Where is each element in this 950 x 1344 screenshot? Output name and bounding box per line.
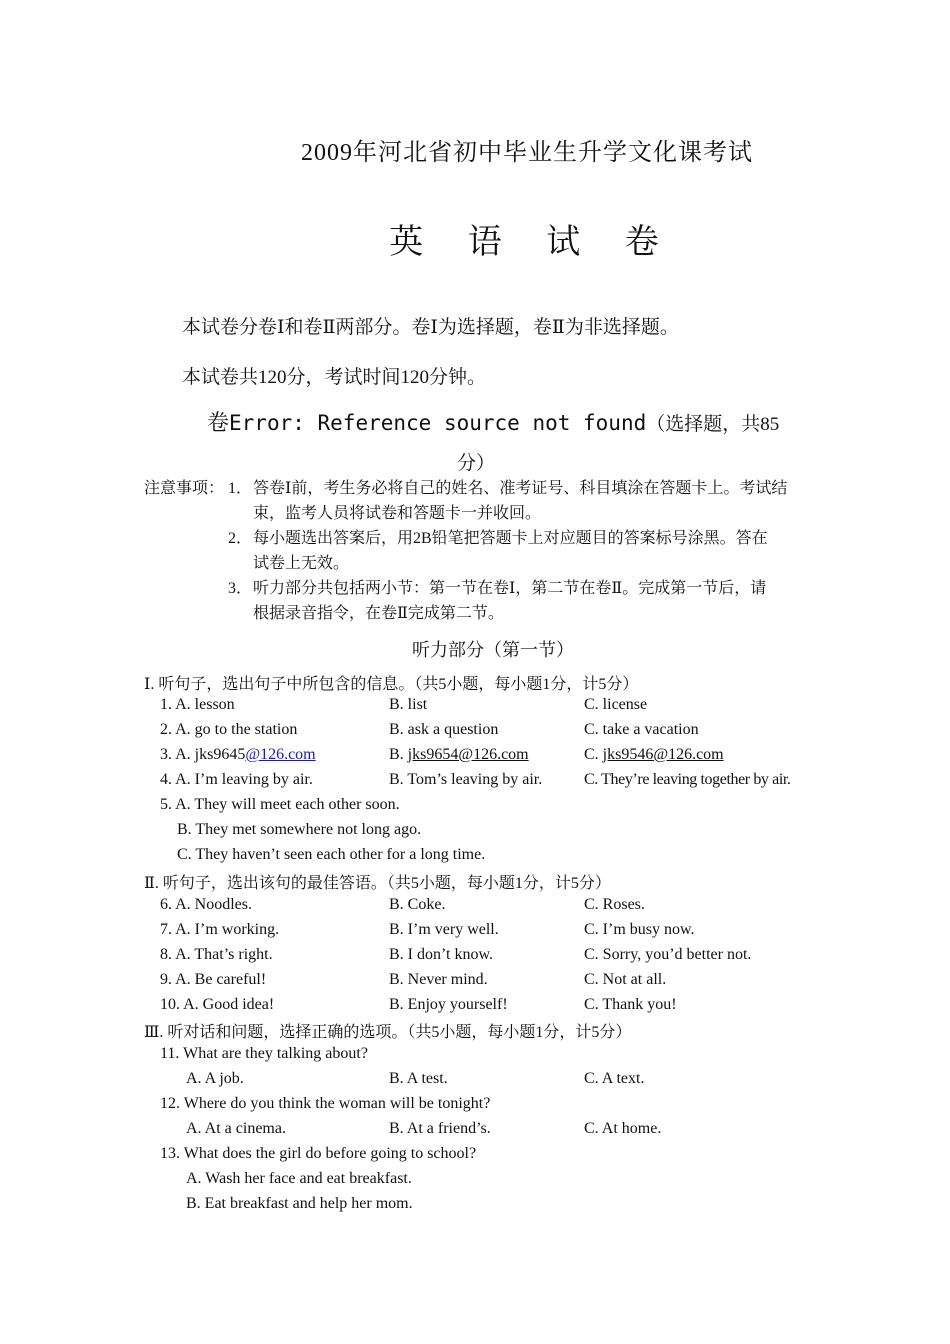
q2-option-a: 2. A. go to the station — [160, 721, 298, 738]
q10-option-c: C. Thank you! — [584, 996, 677, 1013]
q7-option-c: C. I’m busy now. — [584, 921, 695, 938]
notes-label: 注意事项： — [144, 480, 225, 497]
q9-option-b: B. Never mind. — [389, 971, 488, 988]
q8-option-c: C. Sorry, you’d better not. — [584, 946, 752, 963]
q3-b-text: B. — [389, 746, 408, 763]
part1-heading-cont: 分） — [457, 453, 496, 474]
q1-option-a: 1. A. lesson — [160, 696, 235, 713]
q4-option-b: B. Tom’s leaving by air. — [389, 771, 543, 788]
q13-option-a: A. Wash her face and eat breakfast. — [186, 1170, 412, 1187]
subject-title: 英 语 试 卷 — [389, 224, 677, 261]
note-1-line1: 答卷Ⅰ前，考生务必将自己的姓名、准考证号、科目填涂在答题卡上。考试结 — [253, 480, 788, 497]
q13-stem: 13. What does the girl do before going to school? — [160, 1145, 477, 1162]
q1-option-b: B. list — [389, 696, 428, 713]
q3-a-text: 3. A. jks9645 — [160, 746, 246, 763]
note-3-num: 3． — [228, 580, 253, 597]
intro-line-2: 本试卷共120分，考试时间120分钟。 — [182, 367, 487, 388]
note-3-line2: 根据录音指令，在卷Ⅱ完成第二节。 — [253, 605, 504, 622]
q10-option-b: B. Enjoy yourself! — [389, 996, 508, 1013]
note-2-num: 2． — [228, 530, 253, 547]
q3-option-c — [584, 746, 724, 764]
q11-option-c: C. A text. — [584, 1070, 645, 1087]
q9-option-a: 9. A. Be careful! — [160, 971, 267, 988]
note-2-line1: 每小题选出答案后，用2B铅笔把答题卡上对应题目的答案标号涂黑。答在 — [253, 530, 768, 547]
q5-option-a: 5. A. They will meet each other soon. — [160, 796, 400, 813]
q6-option-a: 6. A. Noodles. — [160, 896, 252, 913]
listening-title: 听力部分（第一节） — [412, 640, 574, 660]
q1-option-c: C. license — [584, 696, 648, 713]
q11-stem: 11. What are they talking about? — [160, 1045, 368, 1062]
q4-option-c: C. They’re leaving together by air. — [584, 771, 791, 788]
q9-option-c: C. Not at all. — [584, 971, 667, 988]
section-3-heading: Ⅲ. 听对话和问题，选择正确的选项。（共5小题，每小题1分，计5分） — [144, 1024, 632, 1041]
q3-b-link[interactable]: jks9654@126.com — [407, 746, 529, 763]
q12-option-a: A. At a cinema. — [186, 1120, 286, 1137]
q7-option-a: 7. A. I’m working. — [160, 921, 280, 938]
q2-option-c: C. take a vacation — [584, 721, 699, 738]
q11-option-b: B. A test. — [389, 1070, 448, 1087]
q7-option-b: B. I’m very well. — [389, 921, 499, 938]
q3-a-link[interactable]: @126.com — [245, 746, 316, 763]
note-3-line1: 听力部分共包括两小节：第一节在卷Ⅰ，第二节在卷Ⅱ。完成第一节后，请 — [253, 580, 767, 597]
q10-option-a: 10. A. Good idea! — [160, 996, 275, 1013]
q13-option-b: B. Eat breakfast and help her mom. — [186, 1195, 413, 1212]
q12-option-b: B. At a friend’s. — [389, 1120, 491, 1137]
q12-option-c: C. At home. — [584, 1120, 662, 1137]
note-2-line2: 试卷上无效。 — [253, 555, 350, 572]
q8-option-a: 8. A. That’s right. — [160, 946, 273, 963]
part1-suffix: （选择题，共85 — [646, 414, 780, 435]
section-1-heading: Ⅰ. 听句子，选出句子中所包含的信息。（共5小题，每小题1分，计5分） — [144, 676, 639, 693]
q6-option-b: B. Coke. — [389, 896, 446, 913]
q2-option-b: B. ask a question — [389, 721, 499, 738]
q12-stem: 12. Where do you think the woman will be tonight? — [160, 1095, 491, 1112]
note-1-line2: 束，监考人员将试卷和答题卡一并收回。 — [253, 505, 542, 522]
intro-line-1: 本试卷分卷Ⅰ和卷Ⅱ两部分。卷Ⅰ为选择题，卷Ⅱ为非选择题。 — [182, 317, 679, 338]
q3-option-a — [160, 746, 316, 764]
section-2-heading: Ⅱ. 听句子，选出该句的最佳答语。（共5小题，每小题1分，计5分） — [144, 875, 611, 892]
q6-option-c: C. Roses. — [584, 896, 645, 913]
q3-c-text: C. — [584, 746, 603, 763]
q5-option-b: B. They met somewhere not long ago. — [177, 821, 422, 838]
note-1-num: 1． — [228, 480, 253, 497]
exam-title: 2009年河北省初中毕业生升学文化课考试 — [301, 140, 753, 166]
reference-error: Error: Reference source not found — [229, 411, 647, 435]
part1-heading — [207, 406, 779, 437]
q5-option-c: C. They haven’t seen each other for a long time. — [177, 846, 486, 863]
q8-option-b: B. I don’t know. — [389, 946, 493, 963]
part1-prefix: 卷 — [207, 410, 230, 435]
q3-c-link[interactable]: jks9546@126.com — [602, 746, 724, 763]
q11-option-a: A. A job. — [186, 1070, 244, 1087]
q3-option-b — [389, 746, 529, 764]
q4-option-a: 4. A. I’m leaving by air. — [160, 771, 313, 788]
